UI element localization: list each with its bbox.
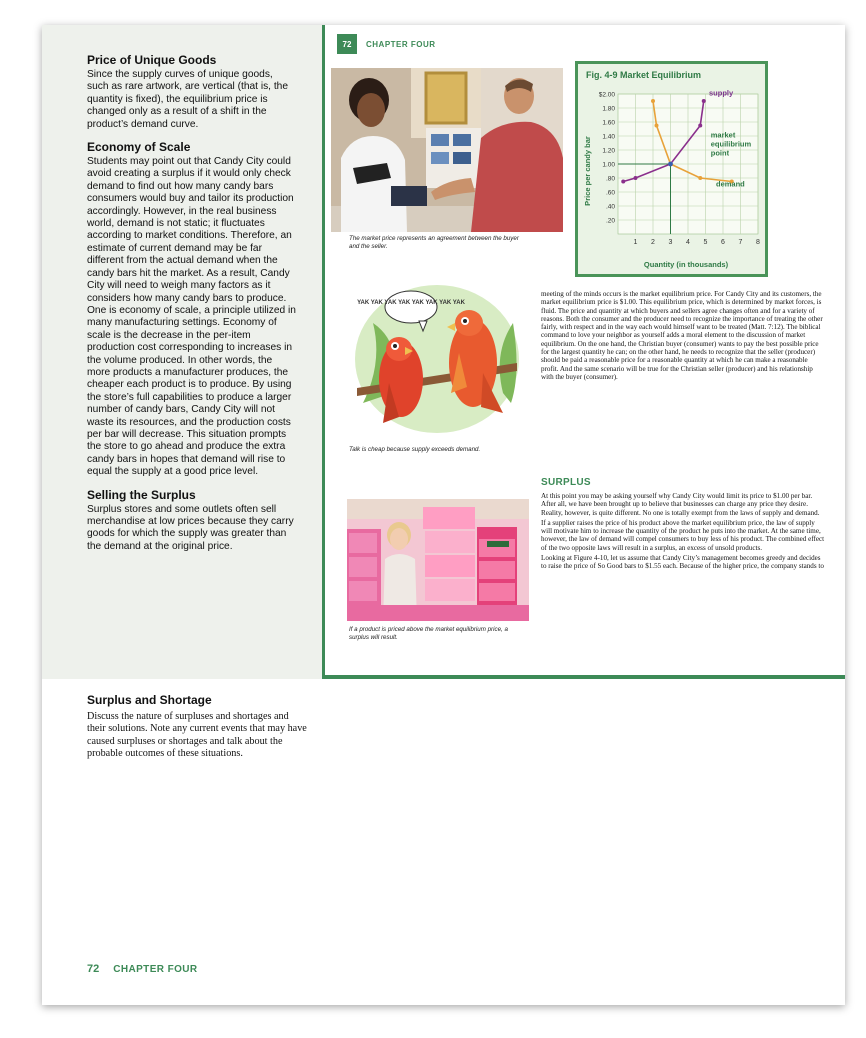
- footer-chapter-title: CHAPTER FOUR: [113, 963, 198, 975]
- chart-point-supply: [634, 176, 638, 180]
- embedded-chapter-title: CHAPTER FOUR: [366, 39, 436, 49]
- chart-equilibrium-point: [668, 162, 673, 167]
- buyer-seller-image: [331, 68, 563, 232]
- sidebar-content: [87, 53, 297, 562]
- chart-y-axis-label: Price per candy bar: [583, 136, 592, 206]
- chart-point-supply: [702, 99, 706, 103]
- body-text-surplus: [541, 492, 826, 573]
- sidebar-text-selling-surplus: Surplus stores and some outlets often sell merchandise at low prices because they carry goods for which the supply was greater than the demand at the original price.: [87, 503, 294, 552]
- chart-title: Fig. 4-9 Market Equilibrium: [586, 70, 702, 80]
- sidebar-text-unique-goods: Since the supply curves of unique goods, such as rare artwork, are vertical (that is, the quantity is fixed), the equilibrium price is changed only as a result of a shift in the product’s demand curve.: [87, 69, 288, 130]
- chart-y-tick-label: 1.20: [602, 147, 615, 155]
- parrot-speech-text: YAK YAK YAK YAK YAK YAK YAK YAK: [357, 300, 465, 306]
- chart-x-tick-label: 5: [703, 239, 708, 246]
- surplus-heading: SURPLUS: [541, 477, 591, 488]
- teacher-sidebar: [42, 25, 322, 679]
- chart-y-tick-label: .20: [605, 217, 615, 225]
- figure-market-equilibrium: [575, 61, 768, 277]
- chart-x-tick-label: 2: [651, 239, 655, 246]
- chart-x-tick-label: 1: [633, 239, 638, 246]
- pink-boxes-image: [347, 499, 529, 621]
- surplus-paragraph-3: Looking at Figure 4-10, let us assume that Candy City’s management becomes greedy and decides to raise the price of So Good bars to $1.55 each. Because of the higher price, the company stands to: [541, 554, 824, 571]
- caption-buyer-seller: The market price represents an agreement between the buyer and the seller.: [349, 235, 519, 250]
- footer-page-number: 72: [87, 963, 100, 975]
- sidebar-text-economy-of-scale: Students may point out that Candy City could avoid creating a surplus if it would only check demand to find out how many candy bars consumers would buy and tailor its production accordingly. However, in the real business world, demand is not static; it fluctuates according to market conditions. Therefore, an estimate of current demand may be far different from the actual demand when the candy bars hit the market. As a result, Candy City will need to weigh many factors as it considers how many candy bars to produce. One is economy of scale, a principle utilized in many manufacturing settings. Economy of scale is the decrease in the per-item production cost corresponding to increases in the volume produced. In other words, the more products a manufacturer produces, the cheaper each product is to produce. By using the store’s full capabilities to produce a larger number of candy bars, Candy City will not waste its resources, and the production costs per bar will decrease. This situation prompts the store to go ahead and produce the extra candy bars in hopes that demand will rise to equal the supply at a good price level.: [87, 156, 296, 478]
- chart-y-ticks: [599, 92, 616, 225]
- chart-x-tick-label: 7: [738, 239, 743, 246]
- chart-point-supply: [698, 124, 702, 128]
- embedded-header: [337, 33, 436, 55]
- chart-x-tick-label: 4: [686, 239, 690, 246]
- chart-label-equilibrium: market: [710, 130, 736, 140]
- chart-y-tick-label: .60: [605, 189, 615, 197]
- chart-y-tick-label: 1.00: [602, 161, 615, 169]
- parrots-image: [353, 283, 521, 435]
- activity-heading: Surplus and Shortage: [87, 693, 212, 707]
- chart-x-axis-label: Quantity (in thousands): [643, 260, 729, 269]
- chart-y-tick-label: $2.00: [598, 91, 615, 99]
- chart-y-tick-label: 1.40: [602, 133, 615, 141]
- chart-point-demand: [698, 176, 702, 180]
- activity-text: Discuss the nature of surpluses and shortages and their solutions. Note any current events that may have caused surpluses or shortages and talk about the probable outcomes of these situations.: [87, 711, 307, 759]
- embedded-page-number: 72: [337, 34, 357, 54]
- activity-box: [87, 693, 307, 760]
- chart-label-equilibrium: point: [710, 148, 730, 158]
- surplus-paragraph-2: If a supplier raises the price of his product above the market equilibrium price, the law of supply will motivate him to increase the quantity of the product he puts into the market. At the same time, however, the law of demand will compel consumers to buy less of his product. The combined effect of the two opposite laws will result in a surplus, an excess of unsold products.: [541, 518, 825, 552]
- photo-buyer-seller: [331, 68, 563, 232]
- photo-pink-boxes: [347, 499, 529, 621]
- chart-x-ticks: [634, 239, 761, 246]
- sidebar-heading-economy-of-scale: Economy of Scale: [87, 140, 191, 155]
- chart-label-supply: supply: [709, 88, 734, 98]
- chart-y-tick-label: 1.60: [602, 119, 615, 127]
- body-paragraph-equilibrium: meeting of the minds occurs is the market equilibrium price. For Candy City and its customers, the market equilibrium price is $1.00. This equilibrium price, which is determined by market forces, is fluid. The price and quantity at which buyers and sellers agree changes often and for a variety of reasons. Both the consumer and the producer need to recognize the importance of treating the other fairly, with respect and in the way each would himself want to be treated (Matt. 7:12). The biblical command to love your neighbor as yourself adds a moral element to the discussion of market equilibrium. On the one hand, the Christian buyer (consumer) wants to pay the best possible price for the largest quantity he can; on the other hand, he needs to recognize that the seller (producer) should be paid a reasonable price for a reasonable quantity at which he can make a reasonable profit. And the same scenario will be true for the Christian seller (producer) and his relationship with the buyer (consumer).: [541, 290, 823, 381]
- caption-parrots: Talk is cheap because supply exceeds demand.: [349, 446, 481, 453]
- sidebar-heading-unique-goods: Price of Unique Goods: [87, 53, 217, 67]
- sidebar-heading-selling-surplus: Selling the Surplus: [87, 487, 196, 502]
- chart-x-tick-label: 8: [756, 239, 760, 246]
- body-text-equilibrium: [541, 290, 826, 383]
- book-page: [42, 25, 845, 1005]
- surplus-paragraph-1: At this point you may be asking yourself why Candy City would limit its price to $1.00 per bar. After all, we have been brought up to believe that businesses can charge any price they desire. Reality, however, is quite different. No one is totally exempt from the laws of supply and demand.: [541, 492, 820, 517]
- chart-grid: [618, 94, 758, 234]
- chart-label-demand: demand: [716, 179, 745, 189]
- chart-y-tick-label: .40: [605, 203, 615, 211]
- embedded-student-page: [322, 25, 845, 679]
- chart-x-tick-label: 6: [721, 239, 725, 246]
- chart-x-tick-label: 3: [668, 239, 673, 246]
- page-footer: [87, 963, 198, 975]
- market-equilibrium-chart: [578, 64, 765, 274]
- chart-point-demand: [651, 99, 655, 103]
- chart-y-tick-label: 1.80: [602, 105, 615, 113]
- chart-point-demand: [655, 124, 659, 128]
- chart-y-tick-label: .80: [605, 175, 615, 183]
- chart-label-equilibrium: equilibrium: [710, 139, 752, 149]
- caption-pink-boxes: If a product is priced above the market equilibrium price, a surplus will result.: [349, 626, 508, 641]
- parrots-illustration: [353, 283, 521, 435]
- chart-point-supply: [621, 180, 625, 184]
